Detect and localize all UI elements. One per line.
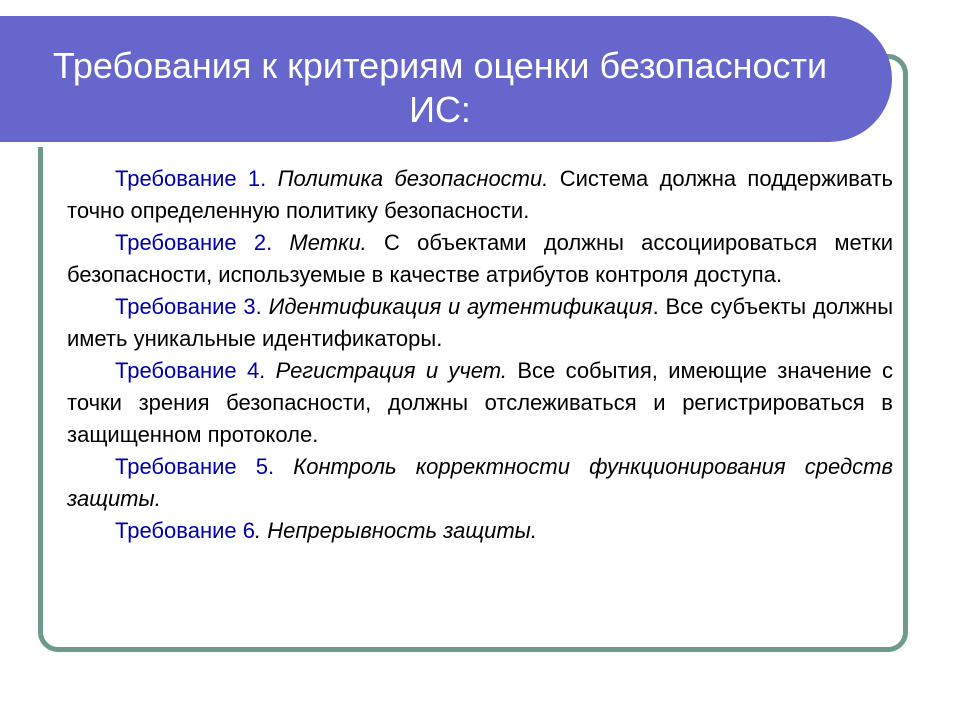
requirement-text: С объектами должны ассоциироваться метки безопасности, используемые в качестве атрибутов контроля доступа.	[67, 230, 893, 287]
slide-title	[0, 44, 880, 132]
requirement-label: Требование 3.	[115, 294, 262, 319]
requirement-label: Требование 6	[115, 518, 255, 543]
requirement-name: Идентификация и аутентификация	[268, 294, 653, 319]
requirement-name: Метки.	[289, 230, 367, 255]
title-banner	[0, 16, 892, 142]
title-line-1: Требования к критериям оценки безопасности	[52, 45, 828, 86]
requirement-label: Требование 5.	[115, 454, 275, 479]
requirement-text: Все события, имеющие значение с точки зрения безопасности, должны отслеживаться и регистрироваться в защищенном протоколе.	[67, 358, 893, 447]
requirements-list	[67, 163, 893, 547]
requirement-name: Регистрация и учет.	[275, 358, 507, 383]
requirement-name: . Непрерывность защиты.	[254, 518, 537, 543]
banner-underline	[0, 142, 848, 147]
requirement-name: Контроль корректности функционирования средств защиты.	[67, 454, 893, 511]
requirement-2	[67, 227, 893, 291]
requirement-label: Требование 4.	[115, 358, 266, 383]
title-line-2: ИС:	[409, 89, 471, 130]
requirement-5	[67, 451, 893, 515]
requirement-6	[67, 515, 893, 547]
requirement-label: Требование 2.	[115, 230, 273, 255]
requirement-4	[67, 355, 893, 451]
requirement-label: Требование 1.	[115, 166, 267, 191]
requirement-name: Политика безопасности.	[277, 166, 549, 191]
requirement-1	[67, 163, 893, 227]
requirement-3	[67, 291, 893, 355]
requirement-text: . Все субъекты должны иметь уникальные идентификаторы.	[67, 294, 894, 351]
requirement-text: Система должна поддерживать точно определенную политику безопасности.	[67, 166, 893, 223]
